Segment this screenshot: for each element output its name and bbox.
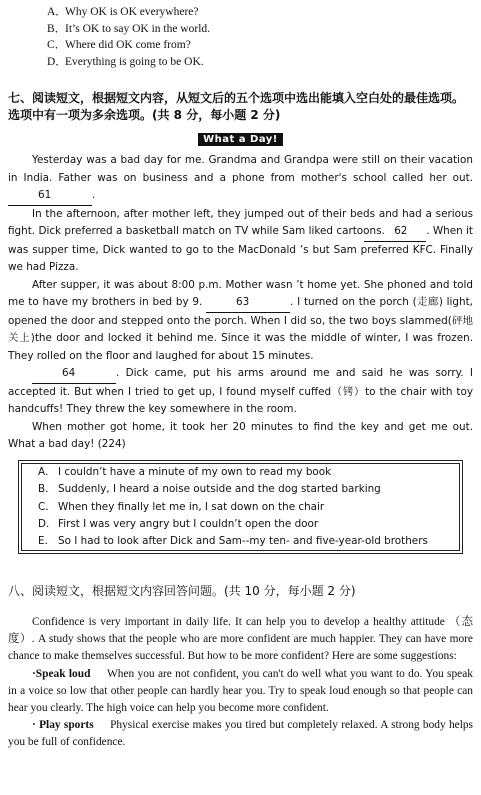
passage-confidence — [8, 614, 473, 752]
paragraph: Confidence is very important in daily life. It can help you to develop a healthy attitude （态度）. A study shows that the people who are more confident are much happier. They can have more chance to make themselves successful. But how to be more confident? Here are some suggestions: — [8, 616, 473, 663]
passage-title: What a Day! — [0, 129, 481, 147]
blank-64[interactable]: 64 — [32, 365, 116, 384]
blank-61[interactable]: 61 — [8, 187, 92, 206]
tip-heading: · Play sports — [32, 719, 94, 732]
option-c[interactable]: C． When they finally let me in, I sat down on the chair — [38, 500, 325, 513]
option-d: D．Everything is going to be OK. — [47, 55, 204, 68]
passage-what-a-day — [8, 152, 473, 454]
paragraph: Yesterday was a bad day for me. Grandma and Grandpa were still on their vacation in India. Father was on business and a phone from mother's school called her out. 61 . — [8, 152, 473, 206]
option-text: Why OK is OK everywhere? — [65, 6, 199, 18]
blank-62[interactable]: 62 — [364, 223, 426, 242]
option-text: Everything is going to be OK. — [65, 55, 204, 68]
paragraph: 64 . Dick came, put his arms around me and said he was sorry. I accepted it. But when I tried to get up, I found myself cuffed（铐）to the chair with toy handcuffs! They threw the key somewhere in the room. — [8, 367, 473, 415]
section-8-title: 八、阅读短文，根据短文内容回答问题。(共 10 分，每小题 2 分) — [8, 584, 356, 598]
option-e[interactable]: E． So I had to look after Dick and Sam--my ten- and five-year-old brothers — [38, 535, 428, 548]
paragraph: ·Speak loud When you are not confident, you can't do well what you want to do. You speak in a voice so low that other people can hardly hear you. Try to speak loud enough so that people can hear you clearly. The high voice can help you become more confident. — [8, 667, 473, 715]
paragraph: In the afternoon, after mother left, they jumped out of their beds and had a serious fight. Dick preferred a basketball match on TV while Sam liked cartoons. 62 . When it was supper time, Dick wanted to go to the MacDonald ’s but Sam preferred KFC. Finally we had Pizza. — [8, 207, 473, 273]
section-7-title: 七、阅读短文，根据短文内容，从短文后的五个选项中选出能填入空白处的最佳选项。选项中有一项为多余选项。(共 8 分，每小题 2 分) — [8, 91, 465, 122]
blank-63[interactable]: 63 — [206, 294, 290, 313]
previous-question-options — [47, 4, 210, 70]
answer-options-box — [18, 460, 463, 554]
option-text: It’s OK to say OK in the world. — [65, 22, 211, 35]
option-b: B．It’s OK to say OK in the world. — [47, 22, 211, 35]
option-text: Where did OK come from? — [65, 39, 191, 51]
option-b[interactable]: B． Suddenly, I heard a noise outside and the dog started barking — [38, 483, 381, 496]
option-c: C．Where did OK come from? — [47, 39, 191, 51]
option-d[interactable]: D． First I was very angry but I couldn’t open the door — [38, 517, 319, 530]
paragraph: When mother got home, it took her 20 minutes to find the key and get me out. What a bad day! (224) — [8, 420, 473, 450]
option-a: A．Why OK is OK everywhere? — [47, 6, 199, 18]
tip-heading: ·Speak loud — [32, 667, 91, 680]
paragraph: · Play sports Physical exercise makes you tired but completely relaxed. A strong body helps you be full of confidence. — [8, 719, 473, 749]
paragraph: After supper, it was about 8:00 p.m. Mother wasn ’t home yet. She phoned and told me to have my brothers in bed by 9. 63 . I turned on the porch (走廊) light, opened the door and stepped onto the porch. When I did so, the two boys slammed(砰地关上)the door and locked it behind me. Since it was the middle of winter, I was frozen. They rolled on the floor and laughed for about 15 minutes. — [8, 278, 473, 362]
option-a[interactable]: A． I couldn’t have a minute of my own to read my book — [38, 466, 332, 478]
